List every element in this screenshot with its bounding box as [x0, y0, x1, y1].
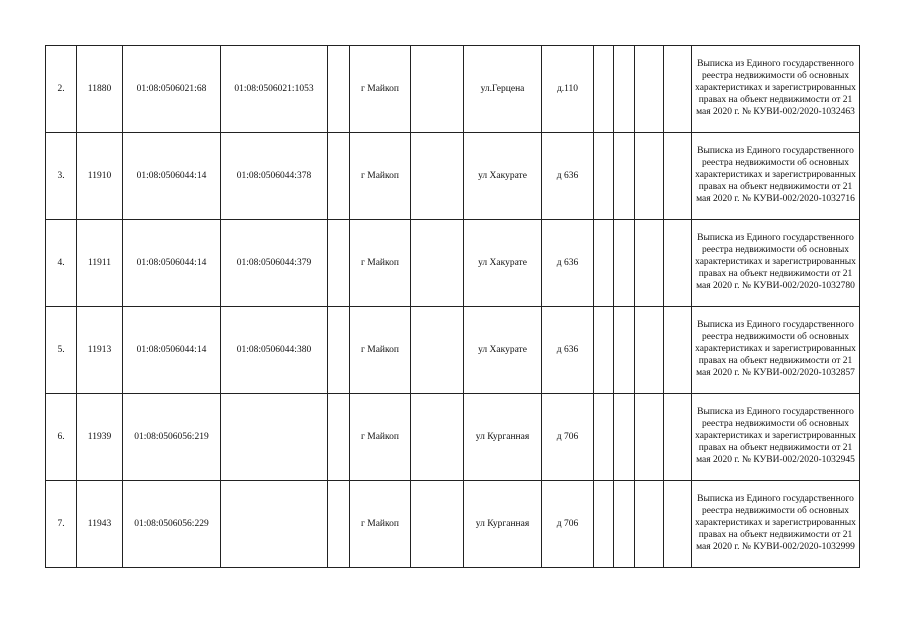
- empty-cell: [328, 481, 350, 568]
- empty-cell: [411, 133, 464, 220]
- city-cell: г Майкоп: [350, 220, 411, 307]
- house-cell: д 636: [542, 307, 594, 394]
- empty-cell: [328, 220, 350, 307]
- table-row: [46, 307, 860, 394]
- empty-cell: [594, 220, 614, 307]
- empty-cell: [594, 481, 614, 568]
- empty-cell: [614, 394, 635, 481]
- table-row: [46, 394, 860, 481]
- parcel-cadastral-number: 01:08:0506044:14: [123, 133, 221, 220]
- registry-id: 11880: [77, 46, 123, 133]
- empty-cell: [328, 133, 350, 220]
- document-reference: Выписка из Единого государственного реестра недвижимости об основных характеристиках и зарегистрированных правах на объект недвижимости от 21 мая 2020 г. № КУВИ-002/2020-1032716: [692, 133, 860, 220]
- row-number: 3.: [46, 133, 77, 220]
- city-cell: г Майкоп: [350, 46, 411, 133]
- empty-cell: [614, 481, 635, 568]
- empty-cell: [411, 307, 464, 394]
- property-registry-table: [45, 45, 860, 568]
- city-cell: г Майкоп: [350, 394, 411, 481]
- empty-cell: [328, 46, 350, 133]
- document-reference: Выписка из Единого государственного реестра недвижимости об основных характеристиках и зарегистрированных правах на объект недвижимости от 21 мая 2020 г. № КУВИ-002/2020-1032780: [692, 220, 860, 307]
- registry-id: 11911: [77, 220, 123, 307]
- empty-cell: [664, 46, 692, 133]
- registry-id: 11943: [77, 481, 123, 568]
- object-cadastral-number: 01:08:0506021:1053: [221, 46, 328, 133]
- city-cell: г Майкоп: [350, 133, 411, 220]
- empty-cell: [594, 307, 614, 394]
- parcel-cadastral-number: 01:08:0506056:229: [123, 481, 221, 568]
- empty-cell: [328, 307, 350, 394]
- table-row: [46, 481, 860, 568]
- parcel-cadastral-number: 01:08:0506044:14: [123, 220, 221, 307]
- street-cell: ул Курганная: [464, 481, 542, 568]
- row-number: 7.: [46, 481, 77, 568]
- document-reference: Выписка из Единого государственного реестра недвижимости об основных характеристиках и зарегистрированных правах на объект недвижимости от 21 мая 2020 г. № КУВИ-002/2020-1032463: [692, 46, 860, 133]
- document-reference: Выписка из Единого государственного реестра недвижимости об основных характеристиках и зарегистрированных правах на объект недвижимости от 21 мая 2020 г. № КУВИ-002/2020-1032999: [692, 481, 860, 568]
- house-cell: д 706: [542, 481, 594, 568]
- table-row: [46, 133, 860, 220]
- empty-cell: [664, 481, 692, 568]
- empty-cell: [411, 46, 464, 133]
- empty-cell: [635, 220, 664, 307]
- registry-id: 11939: [77, 394, 123, 481]
- object-cadastral-number: 01:08:0506044:379: [221, 220, 328, 307]
- document-reference: Выписка из Единого государственного реестра недвижимости об основных характеристиках и зарегистрированных правах на объект недвижимости от 21 мая 2020 г. № КУВИ-002/2020-1032945: [692, 394, 860, 481]
- object-cadastral-number: 01:08:0506044:380: [221, 307, 328, 394]
- registry-id: 11910: [77, 133, 123, 220]
- parcel-cadastral-number: 01:08:0506044:14: [123, 307, 221, 394]
- empty-cell: [664, 220, 692, 307]
- registry-id: 11913: [77, 307, 123, 394]
- empty-cell: [411, 394, 464, 481]
- table-row: [46, 46, 860, 133]
- row-number: 4.: [46, 220, 77, 307]
- empty-cell: [594, 46, 614, 133]
- object-cadastral-number: [221, 481, 328, 568]
- empty-cell: [635, 46, 664, 133]
- object-cadastral-number: [221, 394, 328, 481]
- empty-cell: [664, 133, 692, 220]
- street-cell: ул Хакурате: [464, 307, 542, 394]
- street-cell: ул Курганная: [464, 394, 542, 481]
- empty-cell: [664, 307, 692, 394]
- city-cell: г Майкоп: [350, 481, 411, 568]
- parcel-cadastral-number: 01:08:0506056:219: [123, 394, 221, 481]
- empty-cell: [664, 394, 692, 481]
- empty-cell: [635, 307, 664, 394]
- street-cell: ул Хакурате: [464, 133, 542, 220]
- empty-cell: [594, 394, 614, 481]
- house-cell: д 636: [542, 220, 594, 307]
- row-number: 2.: [46, 46, 77, 133]
- row-number: 6.: [46, 394, 77, 481]
- empty-cell: [614, 307, 635, 394]
- row-number: 5.: [46, 307, 77, 394]
- street-cell: ул Хакурате: [464, 220, 542, 307]
- empty-cell: [614, 46, 635, 133]
- house-cell: д 706: [542, 394, 594, 481]
- house-cell: д.110: [542, 46, 594, 133]
- city-cell: г Майкоп: [350, 307, 411, 394]
- object-cadastral-number: 01:08:0506044:378: [221, 133, 328, 220]
- house-cell: д 636: [542, 133, 594, 220]
- empty-cell: [411, 220, 464, 307]
- empty-cell: [635, 394, 664, 481]
- empty-cell: [328, 394, 350, 481]
- empty-cell: [635, 481, 664, 568]
- street-cell: ул.Герцена: [464, 46, 542, 133]
- empty-cell: [614, 133, 635, 220]
- parcel-cadastral-number: 01:08:0506021:68: [123, 46, 221, 133]
- empty-cell: [594, 133, 614, 220]
- empty-cell: [411, 481, 464, 568]
- document-reference: Выписка из Единого государственного реестра недвижимости об основных характеристиках и зарегистрированных правах на объект недвижимости от 21 мая 2020 г. № КУВИ-002/2020-1032857: [692, 307, 860, 394]
- empty-cell: [635, 133, 664, 220]
- empty-cell: [614, 220, 635, 307]
- table-row: [46, 220, 860, 307]
